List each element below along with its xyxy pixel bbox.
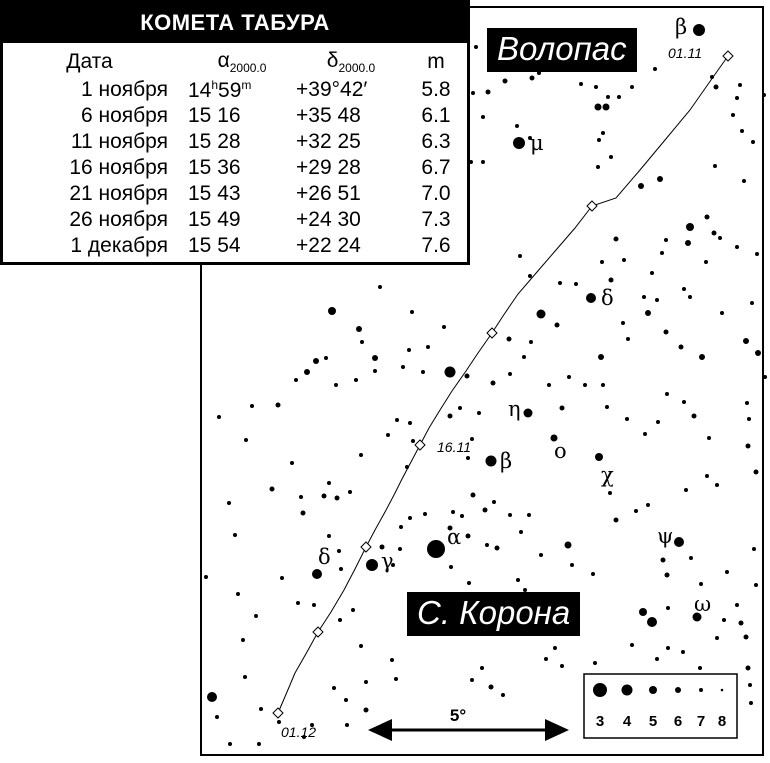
legend-mag-3: 3 (595, 713, 605, 730)
field-star (354, 378, 358, 382)
field-star (699, 582, 703, 586)
field-star (594, 85, 598, 89)
cell-mag: 7.3 (421, 208, 451, 231)
field-star (530, 76, 535, 81)
field-star (699, 354, 705, 360)
field-star (408, 421, 412, 425)
field-star (653, 67, 657, 71)
field-star (507, 337, 512, 342)
field-star (460, 514, 464, 518)
field-star (345, 723, 349, 727)
cell-mag: 7.0 (421, 182, 451, 205)
table-row (11, 103, 466, 129)
field-star (609, 278, 614, 283)
field-star (574, 282, 578, 286)
field-star (686, 223, 694, 231)
field-star (344, 698, 348, 702)
field-star (748, 683, 752, 687)
field-star (583, 383, 587, 387)
star-mu-boo (513, 137, 525, 149)
constellation-label-corona: С. Корона (407, 592, 580, 636)
field-star (739, 621, 744, 626)
path-date-label-mid: 16.11 (437, 439, 471, 455)
field-star (745, 401, 749, 405)
field-star (646, 503, 650, 507)
field-star (763, 375, 767, 379)
field-star (480, 666, 484, 670)
cell-ra: 15 36 (188, 156, 241, 179)
field-star (360, 340, 364, 344)
table-row (11, 77, 466, 103)
field-star (276, 403, 281, 408)
field-star (643, 432, 647, 436)
field-star (401, 365, 405, 369)
cell-ra: 15 49 (188, 208, 241, 231)
field-star (666, 646, 670, 650)
path-date-label-start: 01.11 (668, 45, 702, 61)
legend-mag-5: 5 (648, 713, 658, 730)
field-star (595, 104, 602, 111)
field-star (731, 113, 735, 117)
field-star (598, 354, 604, 360)
field-star (614, 518, 619, 523)
field-star (489, 685, 494, 690)
field-star (359, 644, 363, 648)
field-star (593, 661, 597, 665)
cell-date: 21 ноября (69, 182, 168, 205)
table-row (11, 207, 466, 233)
field-star (522, 355, 526, 359)
label-chi: χ (601, 463, 614, 487)
ephemeris-grid (11, 47, 466, 259)
field-star (555, 323, 560, 328)
field-star (301, 511, 306, 516)
field-star (722, 618, 726, 622)
field-star (458, 406, 462, 410)
field-star (661, 558, 666, 563)
field-star (228, 742, 232, 746)
field-star (395, 418, 399, 422)
field-star (364, 708, 369, 713)
cell-mag: 7.6 (421, 234, 451, 257)
field-star (715, 483, 719, 487)
field-star (754, 470, 759, 475)
label-mu-boo: μ (530, 131, 544, 155)
cell-dec: +24 30 (296, 208, 361, 231)
field-star (527, 513, 531, 517)
field-star (718, 236, 722, 240)
field-star (259, 707, 263, 711)
cell-ra: 15 16 (188, 104, 241, 127)
cell-date: 6 ноября (80, 104, 168, 127)
field-star (280, 576, 284, 580)
field-star (324, 356, 328, 360)
field-star (634, 509, 638, 513)
field-star (740, 129, 744, 133)
field-star (337, 549, 341, 553)
field-star (481, 115, 485, 119)
field-star (682, 400, 686, 404)
field-star (241, 638, 245, 642)
label-eta: η (508, 397, 521, 421)
field-star (742, 179, 746, 183)
field-star (704, 260, 708, 264)
star-delta-boo (586, 293, 596, 303)
field-star (707, 436, 711, 440)
label-beta-crb: β (500, 449, 513, 473)
field-star (735, 245, 739, 249)
field-star (553, 646, 557, 650)
field-star (408, 516, 412, 520)
field-star (485, 543, 489, 547)
star-gamma-crb (366, 559, 378, 571)
table-title: КОМЕТА ТАБУРА (3, 3, 467, 43)
cell-ra: 15 28 (188, 130, 241, 153)
field-star (233, 533, 237, 537)
field-star (605, 405, 609, 409)
field-star (470, 678, 474, 682)
field-star (666, 606, 670, 610)
field-star (299, 495, 303, 499)
field-star (639, 608, 647, 616)
field-star (650, 271, 654, 275)
field-star (601, 383, 605, 387)
field-star (617, 95, 621, 99)
field-star (681, 650, 685, 654)
path-date-label-end: 01.12 (281, 724, 317, 740)
field-star (537, 310, 546, 319)
field-star (328, 307, 336, 315)
field-star (359, 453, 363, 457)
field-star (508, 372, 512, 376)
field-star (720, 311, 724, 315)
field-star (685, 240, 691, 246)
field-star (465, 374, 470, 379)
field-star (625, 417, 629, 421)
field-star (689, 556, 693, 560)
cell-dec: +26 51 (296, 182, 361, 205)
legend-mag-4: 4 (622, 713, 632, 730)
field-star (243, 675, 247, 679)
field-star (332, 686, 336, 690)
cell-dec: +32 25 (296, 130, 361, 153)
field-star (445, 367, 456, 378)
table-row (11, 129, 466, 155)
field-star (682, 287, 686, 291)
field-star (519, 530, 523, 534)
field-star (738, 83, 742, 87)
field-star (451, 510, 455, 514)
field-star (698, 666, 702, 670)
field-star (622, 258, 626, 262)
field-star (217, 415, 221, 419)
field-star (630, 643, 634, 647)
field-star (705, 215, 710, 220)
field-star (495, 546, 500, 551)
label-delta-crb: δ (318, 545, 331, 569)
field-star (626, 337, 630, 341)
field-star (411, 439, 415, 443)
field-star (399, 525, 403, 529)
field-star (410, 310, 414, 314)
field-star (751, 140, 755, 144)
field-star (254, 614, 258, 618)
field-star (294, 378, 298, 382)
field-star (250, 404, 254, 408)
legend-mag-6: 6 (673, 713, 683, 730)
field-star (601, 131, 605, 135)
field-star (660, 251, 664, 255)
field-star (491, 381, 496, 386)
field-star (442, 325, 446, 329)
field-star (364, 680, 368, 684)
label-omicron: o (554, 439, 567, 463)
field-star (750, 301, 754, 305)
label-alpha-crb: α (447, 525, 462, 549)
field-star (244, 438, 248, 442)
cell-dec: +22 24 (296, 234, 361, 257)
field-star (290, 461, 294, 465)
field-star (591, 572, 595, 576)
field-star (735, 603, 739, 607)
ephemeris-table (0, 0, 470, 265)
header-mag: m (427, 50, 445, 73)
field-star (579, 82, 583, 86)
field-star (655, 298, 659, 302)
field-star (386, 433, 390, 437)
table-row (11, 233, 466, 259)
field-star (449, 565, 453, 569)
field-star (657, 176, 663, 182)
star-beta-crb (486, 456, 497, 467)
field-star (296, 601, 300, 605)
field-star (236, 592, 240, 596)
field-star (334, 383, 338, 387)
field-star (471, 493, 476, 498)
field-star (356, 326, 362, 332)
field-star (664, 238, 668, 242)
cell-date: 26 ноября (69, 208, 168, 231)
cell-dec: +35 48 (296, 104, 361, 127)
cell-ra: 14$^h$59$^m$ (188, 77, 252, 102)
field-star (390, 658, 394, 662)
field-star (597, 138, 601, 142)
field-star (665, 573, 670, 578)
field-star (596, 165, 600, 169)
field-star (621, 321, 625, 325)
field-star (467, 581, 471, 585)
field-star (338, 618, 342, 622)
table-row (11, 155, 466, 181)
field-star (642, 295, 646, 299)
star-delta-crb (312, 569, 322, 579)
table-row (11, 181, 466, 207)
cell-date: 1 ноября (80, 78, 168, 101)
field-star (746, 666, 751, 671)
star-psi (674, 537, 684, 547)
field-star (755, 350, 761, 356)
field-star (503, 79, 508, 84)
field-star (647, 617, 657, 627)
field-star (539, 553, 543, 557)
cell-dec: +29 28 (296, 156, 361, 179)
field-star (755, 252, 759, 256)
field-star (312, 603, 316, 607)
field-star (630, 85, 634, 89)
field-star (327, 534, 331, 538)
field-star (466, 534, 471, 539)
field-star (373, 369, 377, 373)
star-beta-boo (693, 24, 705, 36)
field-star (466, 456, 470, 460)
field-star (664, 330, 669, 335)
field-star (327, 481, 331, 485)
field-star (215, 715, 219, 719)
field-star (421, 370, 425, 374)
field-star (407, 348, 411, 352)
field-star (304, 369, 310, 375)
label-psi: ψ (657, 524, 674, 548)
field-star (608, 491, 612, 495)
field-star (426, 345, 430, 349)
field-star (257, 742, 261, 746)
field-star (529, 340, 533, 344)
field-star (501, 693, 505, 697)
label-delta-boo: δ (601, 286, 614, 310)
field-star (567, 375, 571, 379)
field-star (655, 657, 659, 661)
field-star (207, 692, 217, 702)
field-star (570, 563, 574, 567)
field-star (713, 164, 717, 168)
field-star (744, 635, 749, 640)
constellation-label-bootes: Волопас (487, 28, 637, 72)
field-star (638, 183, 644, 189)
field-star (544, 657, 548, 661)
field-star (762, 93, 766, 97)
field-star (348, 490, 352, 494)
cell-mag: 5.8 (421, 78, 451, 101)
field-star (656, 420, 660, 424)
field-star (322, 494, 327, 499)
field-star (603, 104, 610, 111)
field-star (270, 487, 275, 492)
cell-mag: 6.1 (421, 104, 451, 127)
field-star (715, 636, 719, 640)
field-star (339, 567, 343, 571)
field-star (754, 583, 758, 587)
field-star (746, 444, 751, 449)
field-star (508, 513, 512, 517)
cell-ra: 15 54 (188, 234, 241, 257)
field-star (565, 542, 572, 549)
field-star (448, 414, 453, 419)
label-gamma-crb: γ (381, 549, 394, 573)
field-star (378, 285, 382, 289)
field-star (692, 414, 697, 419)
field-star (528, 274, 532, 278)
field-star (398, 547, 402, 551)
field-star (423, 512, 427, 516)
field-star (204, 575, 208, 579)
label-omega: ω (694, 592, 712, 616)
field-star (747, 417, 751, 421)
field-star (518, 254, 522, 258)
legend-mag-8: 8 (717, 713, 727, 730)
field-star (752, 547, 756, 551)
field-star (614, 237, 619, 242)
cell-mag: 6.7 (421, 156, 451, 179)
field-star (684, 488, 688, 492)
field-star (600, 260, 604, 264)
cell-ra: 15 43 (188, 182, 241, 205)
header-dec: $\delta_{2000.0}$ (326, 48, 376, 76)
field-star (606, 95, 610, 99)
star-chi (595, 453, 603, 461)
field-star (547, 383, 551, 387)
cell-date: 11 ноября (70, 130, 168, 153)
field-star (351, 608, 355, 612)
field-star (735, 96, 739, 100)
star-eta (524, 409, 533, 418)
field-star (474, 45, 478, 49)
field-star (372, 355, 378, 361)
field-star (486, 90, 491, 95)
scale-bar-label: 5° (449, 706, 467, 725)
field-star (515, 124, 519, 128)
field-star (560, 406, 565, 411)
field-star (516, 578, 520, 582)
field-star (665, 392, 669, 396)
cell-date: 16 ноября (69, 156, 168, 179)
header-ra: $\alpha_{2000.0}$ (217, 48, 267, 76)
field-star (492, 500, 496, 504)
field-star (688, 295, 692, 299)
field-star (558, 281, 562, 285)
label-beta-boo: β (675, 15, 688, 39)
field-star (560, 664, 564, 668)
field-star (725, 570, 729, 574)
field-star (609, 155, 613, 159)
field-star (394, 677, 398, 681)
field-star (335, 496, 340, 501)
field-star (712, 231, 717, 236)
field-star (743, 338, 749, 344)
field-star (483, 508, 488, 513)
cell-date: 1 декабря (70, 234, 168, 257)
field-star (227, 501, 231, 505)
cell-mag: 6.3 (421, 130, 451, 153)
magnitude-legend (584, 674, 737, 738)
field-star (749, 701, 753, 705)
field-star (477, 411, 481, 415)
field-star (471, 91, 475, 95)
cell-dec: +39°42′ (296, 78, 368, 101)
field-star (313, 358, 319, 364)
field-star (645, 310, 651, 316)
star-alpha-crb (427, 540, 445, 558)
header-date: Дата (66, 50, 113, 73)
legend-mag-7: 7 (696, 713, 706, 730)
field-star (705, 474, 709, 478)
field-star (679, 345, 684, 350)
field-star (714, 85, 719, 90)
field-star (481, 160, 485, 164)
